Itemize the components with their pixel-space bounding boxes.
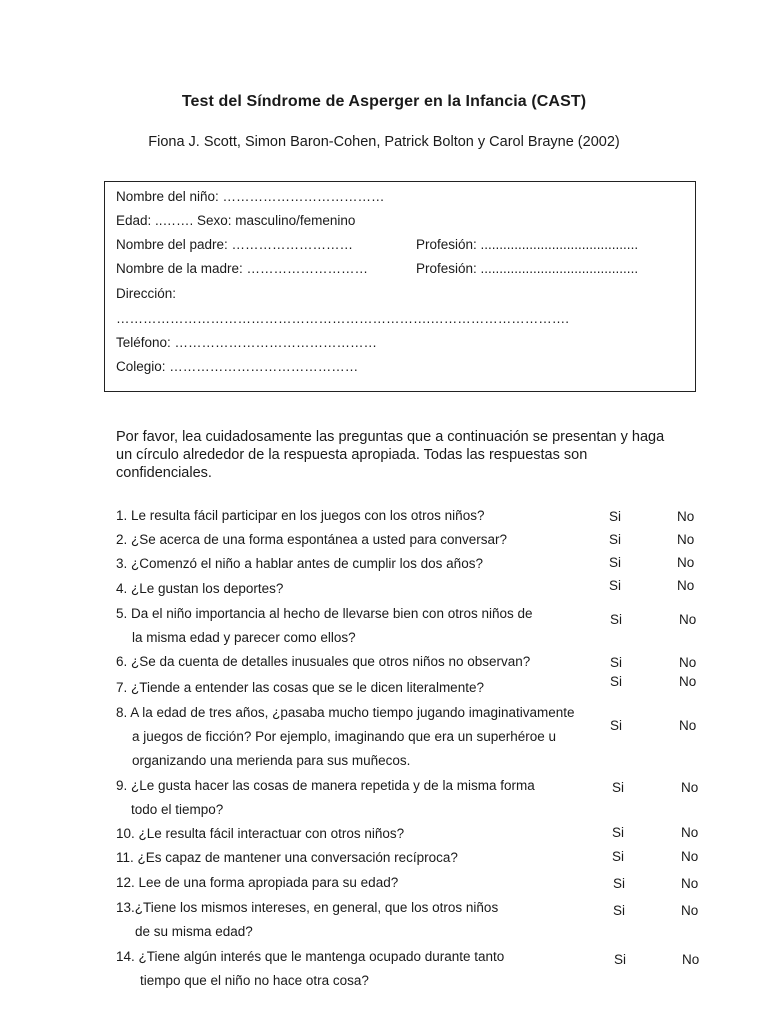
question-item: 4. ¿Le gustan los deportes?	[116, 581, 284, 596]
answer-no[interactable]: No	[677, 509, 695, 524]
answer-yes[interactable]: Si	[612, 849, 625, 864]
question-item: 8. A la edad de tres años, ¿pasaba mucho tiempo jugando imaginativamente a juegos de ficción? Por ejemplo, imaginando que era un superhéroe u organizando una merienda para sus muñecos.	[116, 705, 575, 768]
answer-yes[interactable]: Si	[609, 578, 622, 593]
answer-yes[interactable]: Si	[610, 655, 623, 670]
answer-yes[interactable]: Si	[609, 532, 622, 547]
answer-no[interactable]: No	[681, 849, 699, 864]
answer-yes[interactable]: Si	[613, 903, 626, 918]
answer-no[interactable]: No	[681, 903, 699, 918]
answer-yes[interactable]: Si	[610, 674, 623, 689]
answer-yes[interactable]: Si	[613, 876, 626, 891]
answer-no[interactable]: No	[679, 674, 697, 689]
address-field[interactable]: …………………………………………………………….………………………….	[116, 311, 570, 326]
answer-no[interactable]: No	[679, 718, 697, 733]
answer-yes[interactable]: Si	[609, 555, 622, 570]
question-item: 1. Le resulta fácil participar en los juegos con los otros niños?	[116, 508, 485, 523]
answer-no[interactable]: No	[682, 952, 700, 967]
question-item: 6. ¿Se da cuenta de detalles inusuales que otros niños no observan?	[116, 654, 531, 669]
authors-line: Fiona J. Scott, Simon Baron-Cohen, Patrick Bolton y Carol Brayne (2002)	[148, 134, 620, 150]
question-item: 9. ¿Le gusta hacer las cosas de manera repetida y de la misma forma todo el tiempo?	[116, 778, 535, 817]
question-item: 13.¿Tiene los mismos intereses, en general, que los otros niños de su misma edad?	[116, 900, 499, 939]
question-item: 5. Da el niño importancia al hecho de llevarse bien con otros niños de la misma edad y parecer como ellos?	[116, 606, 533, 645]
question-item: 7. ¿Tiende a entender las cosas que se le dicen literalmente?	[116, 680, 484, 695]
info-form-box	[104, 181, 696, 392]
answer-no[interactable]: No	[679, 612, 697, 627]
phone-field[interactable]: Teléfono: ………………………………………	[116, 335, 378, 350]
answer-no[interactable]: No	[681, 780, 699, 795]
father-profession-field[interactable]: Profesión: ..........................................	[416, 237, 639, 252]
school-field[interactable]: Colegio: ……………………………………	[116, 359, 359, 374]
child-name-field[interactable]: Nombre del niño: ………………………………	[116, 189, 385, 204]
age-sex-field[interactable]: Edad: ..……. Sexo: masculino/femenino	[116, 213, 356, 228]
answer-no[interactable]: No	[677, 555, 695, 570]
answer-yes[interactable]: Si	[614, 952, 627, 967]
question-item: 14. ¿Tiene algún interés que le mantenga ocupado durante tanto tiempo que el niño no hace otra cosa?	[116, 949, 505, 988]
question-item: 12. Lee de una forma apropiada para su edad?	[116, 875, 399, 890]
answer-no[interactable]: No	[679, 655, 697, 670]
question-item: 11. ¿Es capaz de mantener una conversación recíproca?	[116, 850, 458, 865]
instructions-text: Por favor, lea cuidadosamente las preguntas que a continuación se presentan y haga un círculo alrededor de la respuesta apropiada. Todas las respuestas son confidenciales.	[116, 429, 665, 481]
answer-yes[interactable]: Si	[609, 509, 622, 524]
question-item: 3. ¿Comenzó el niño a hablar antes de cumplir los dos años?	[116, 556, 483, 571]
question-item: 2. ¿Se acerca de una forma espontánea a usted para conversar?	[116, 532, 507, 547]
question-item: 10. ¿Le resulta fácil interactuar con otros niños?	[116, 826, 405, 841]
answer-yes[interactable]: Si	[612, 825, 625, 840]
answer-yes[interactable]: Si	[610, 612, 623, 627]
answer-no[interactable]: No	[677, 532, 695, 547]
answer-yes[interactable]: Si	[610, 718, 623, 733]
answer-no[interactable]: No	[677, 578, 695, 593]
answer-no[interactable]: No	[681, 825, 699, 840]
answer-yes[interactable]: Si	[612, 780, 625, 795]
page-title: Test del Síndrome de Asperger en la Infancia (CAST)	[181, 93, 587, 110]
mother-profession-field[interactable]: Profesión: ..........................................	[416, 261, 639, 276]
address-label: Dirección:	[116, 286, 177, 301]
father-name-field[interactable]: Nombre del padre: ………………………	[116, 237, 354, 252]
mother-name-field[interactable]: Nombre de la madre: ………………………	[116, 261, 369, 276]
answer-no[interactable]: No	[681, 876, 699, 891]
